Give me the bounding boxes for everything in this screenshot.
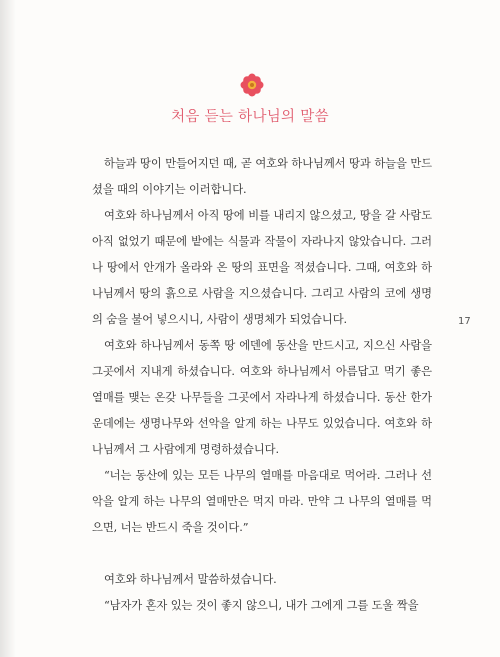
paragraph: 하늘과 땅이 만들어지던 때, 곧 여호와 하나님께서 땅과 하늘을 만드셨을 때의 이야기는 이러합니다. [92, 157, 432, 196]
paragraph: “남자가 혼자 있는 것이 좋지 않으니, 내가 그에게 그를 도울 짝을 [104, 599, 419, 612]
paragraph: 여호와 하나님께서 동쪽 땅 에덴에 동산을 만드시고, 지으신 사람을 그곳에서 지내게 하셨습니다. 여호와 하나님께서 아름답고 먹기 좋은 열매를 맺는 온갖 나무들을 그곳에서 자라나게 하셨습니다. 동산 한가운데에는 생명나무와 선악을 알게 하는 나무도 있었습니다. 여호와 하나님께서 그 사람에게 명령하셨습니다. [92, 339, 432, 456]
paragraph: 여호와 하나님께서 말씀하셨습니다. [104, 573, 277, 586]
paragraph: 여호와 하나님께서 아직 땅에 비를 내리지 않으셨고, 땅을 갈 사람도 아직 없었기 때문에 밭에는 식물과 작물이 자라나지 않았습니다. 그러나 땅에서 안개가 올라와 온 땅의 표면을 적셨습니다. 그때, 여호와 하나님께서 땅의 흙으로 사람을 지으셨습니다. 그리고 사람의 코에 생명의 숨을 불어 넣으시니, 사람이 생명체가 되었습니다. [92, 209, 432, 326]
paragraph: “너는 동산에 있는 모든 나무의 열매를 마음대로 먹어라. 그러나 선악을 알게 하는 나무의 열매만은 먹지 마라. 만약 그 나무의 열매를 먹으면, 너는 반드시 죽을 것이다.” [92, 469, 432, 534]
chapter-title: 처음 듣는 하나님의 말씀 [171, 109, 329, 125]
page-number: 17 [458, 316, 471, 327]
body-text [92, 151, 432, 619]
flower-icon [240, 73, 264, 97]
page-gutter-shadow [0, 0, 16, 657]
